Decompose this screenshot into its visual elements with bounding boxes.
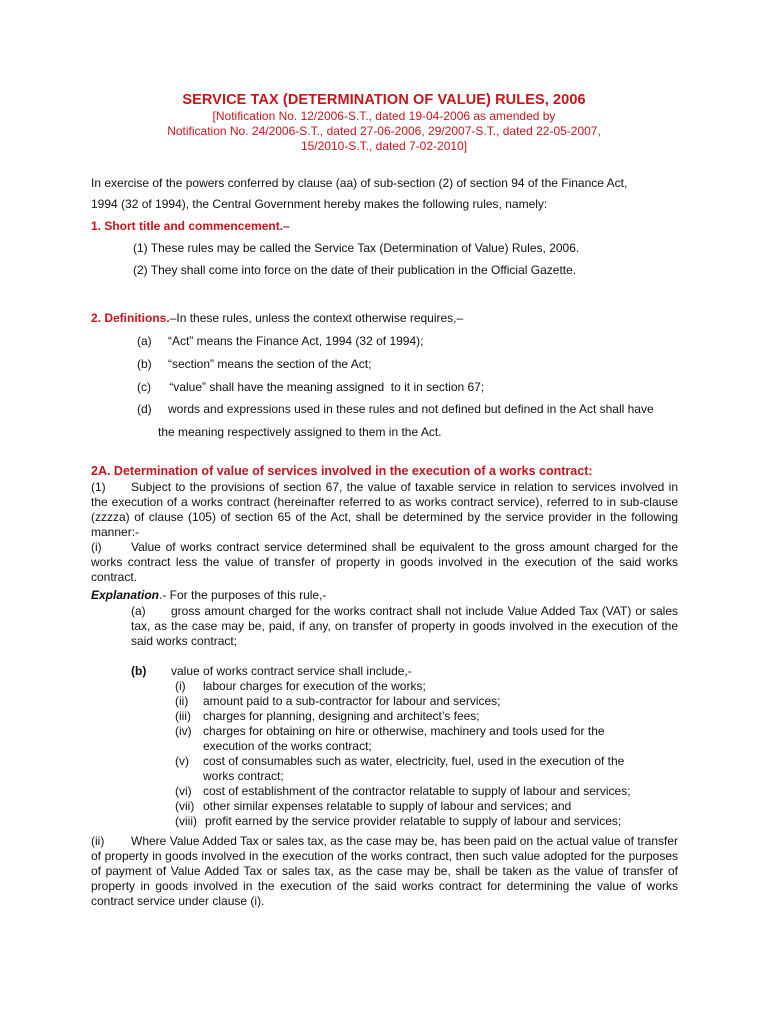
b-item-label: (v) [175,754,189,768]
definition-label: (d) [137,402,152,416]
b-item-label: (iv) [175,724,192,738]
definition-text: words and expressions used in these rules and not defined but defined in the Act shall have [168,402,654,416]
definition-text: “section” means the section of the Act; [168,357,372,371]
b-item-text-continued: execution of the works contract; [203,739,372,753]
b-item-label: (vii) [175,799,195,813]
preamble-line: In exercise of the powers conferred by clause (aa) of sub-section (2) of section 94 of the Finance Act, [91,176,628,190]
explanation-label: Explanation [91,588,160,602]
definition-label: (c) [137,380,151,394]
definition-label: (b) [137,357,152,371]
rule2-title: 2. Definitions. [91,311,170,325]
b-item-label: (iii) [175,709,191,723]
explanation-a-label: (a) [131,604,146,618]
b-item-text: other similar expenses relatable to supply of labour and services; and [203,799,572,813]
clause-i-label: (i) [91,540,102,554]
definition-text: “Act” means the Finance Act, 1994 (32 of 1994); [168,334,424,348]
b-item-label: (vi) [175,784,192,798]
explanation [91,588,326,603]
sub1-text: Subject to the provisions of section 67, the value of taxable service in relation to services involved in the execution of a works contract (hereinafter referred to as works contract service), referred to in sub-clause (zzzza) of clause (105) of section 65 of the Act, shall be determined by the service provider in the following manner:- [91,480,678,539]
document-title: SERVICE TAX (DETERMINATION OF VALUE) RULES, 2006 [182,92,586,108]
b-item-text: cost of consumables such as water, electricity, fuel, used in the execution of the [203,754,625,768]
explanation-b [131,664,412,679]
b-item-text: labour charges for execution of the works; [203,679,426,693]
b-item-text: profit earned by the service provider relatable to supply of labour and services; [205,814,622,828]
rule2a-heading: 2A. Determination of value of services involved in the execution of a works contract: [91,464,593,478]
clause-i-text: Value of works contract service determined shall be equivalent to the gross amount charged for the works contract less the value of transfer of property in goods involved in the execution of the said works contract. [91,540,678,584]
b-item-label: (viii) [175,814,197,828]
explanation-b-label: (b) [131,664,147,678]
rule2a-clause-i [91,540,678,585]
notification-line: Notification No. 24/2006-S.T., dated 27-06-2006, 29/2007-S.T., dated 22-05-2007, [167,124,601,138]
explanation-b-text: value of works contract service shall include,- [171,664,412,678]
clause-ii-label: (ii) [91,834,105,848]
definition-text: “value” shall have the meaning assigned to it in section 67; [166,380,485,394]
b-item-label: (i) [175,679,186,693]
rule1-heading: 1. Short title and commencement.– [91,219,290,233]
rule2-intro: –In these rules, unless the context otherwise requires,– [169,311,464,325]
explanation-a [131,604,678,649]
rule1-item: (2) They shall come into force on the date of their publication in the Official Gazette. [133,263,577,277]
b-item-text-continued: works contract; [203,769,284,783]
rule2-heading [91,311,463,326]
preamble-line: 1994 (32 of 1994), the Central Government hereby makes the following rules, namely: [91,197,548,211]
b-item-text: charges for planning, designing and architect’s fees; [203,709,480,723]
rule2a-clause-ii [91,834,678,909]
definition-label: (a) [137,334,152,348]
definition-text-continued: the meaning respectively assigned to them in the Act. [158,425,442,439]
preamble [91,173,681,215]
explanation-a-text: gross amount charged for the works contract shall not include Value Added Tax (VAT) or sales tax, as the case may be, paid, if any, on transfer of property in goods involved in the execution of the said works contract; [131,604,678,648]
clause-ii-text: Where Value Added Tax or sales tax, as the case may be, has been paid on the actual value of transfer of property in goods involved in the execution of the works contract, then such value adopted for the purposes of payment of Value Added Tax or sales tax, as the case may be, shall be taken as the value of transfer of property in goods involved in the execution of the said works contract for determining the value of works contract service under clause (i). [91,834,678,908]
notification-reference [0,109,768,154]
rule1-item: (1) These rules may be called the Service Tax (Determination of Value) Rules, 2006. [133,241,580,255]
b-item-text: cost of establishment of the contractor relatable to supply of labour and services; [203,784,631,798]
notification-line: [Notification No. 12/2006-S.T., dated 19-04-2006 as amended by [212,109,556,123]
rule2a-sub1 [91,480,678,540]
explanation-text: .- For the purposes of this rule,- [159,588,327,602]
notification-line: 15/2010-S.T., dated 7-02-2010] [300,139,468,153]
b-item-text: amount paid to a sub-contractor for labour and services; [203,694,501,708]
b-item-label: (ii) [175,694,189,708]
sub1-label: (1) [91,480,106,494]
b-item-text: charges for obtaining on hire or otherwise, machinery and tools used for the [203,724,605,738]
